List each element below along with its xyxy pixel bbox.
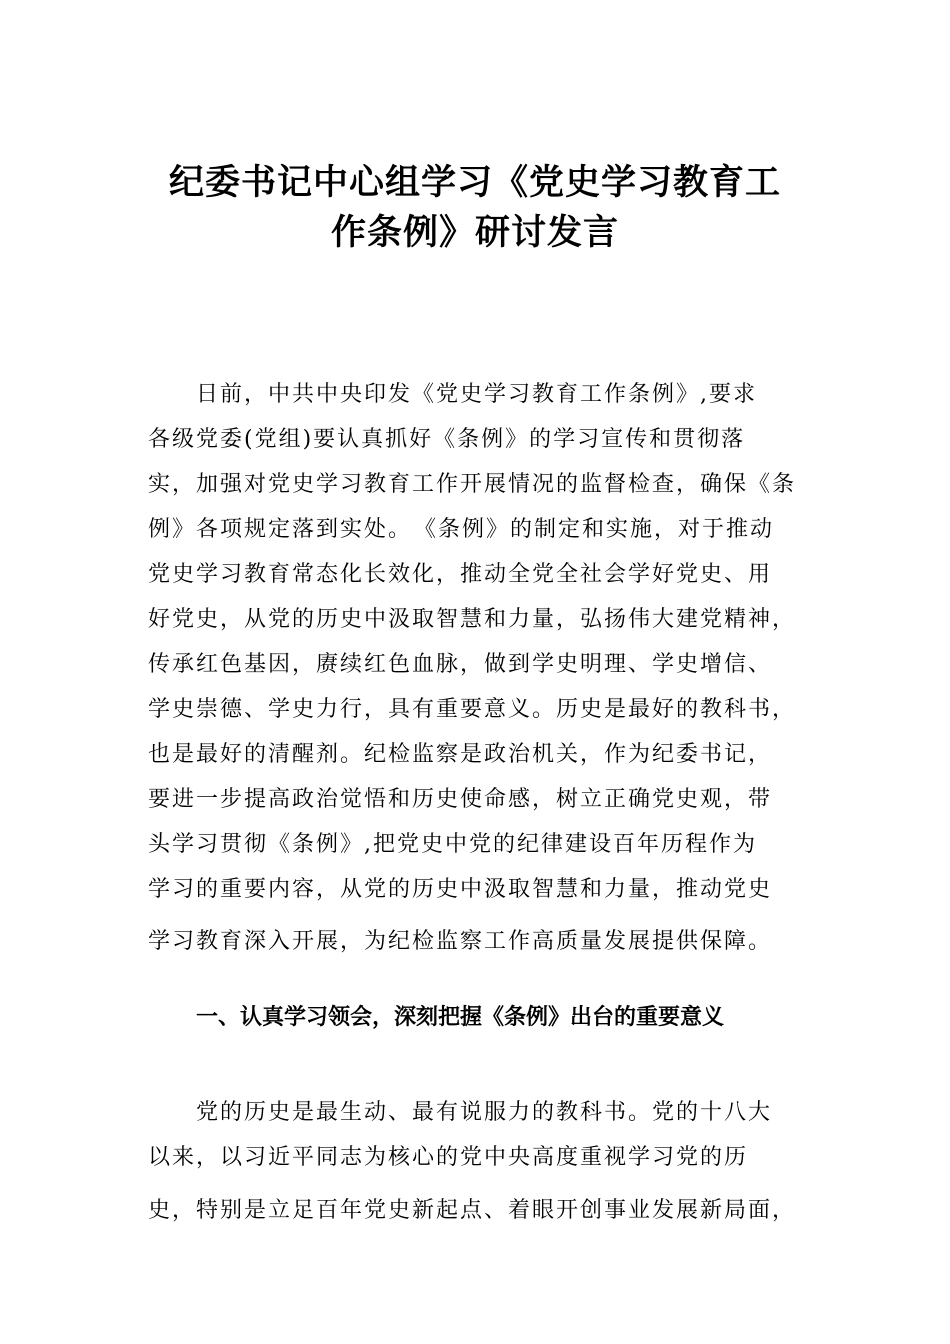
- text-line: 各级党委(党组)要认真抓好《条例》的学习宣传和贯彻落: [148, 427, 746, 452]
- document-title: [140, 158, 810, 258]
- text-line: 学习的重要内容，从党的历史中汲取智慧和力量，推动党史: [148, 877, 773, 902]
- text-line: 史，特别是立足百年党史新起点、着眼开创事业发展新局面，: [148, 1198, 797, 1223]
- text-line: 党史学习教育常态化长效化，推动全党全社会学好党史、用: [148, 562, 773, 587]
- text-line: 好党史，从党的历史中汲取智慧和力量，弘扬伟大建党精神，: [148, 607, 797, 632]
- text-line: 要进一步提高政治觉悟和历史使命感，树立正确党史观，带: [148, 787, 773, 812]
- text-line: 也是最好的清醒剂。纪检监察是政治机关，作为纪委书记，: [148, 742, 773, 767]
- section-heading: 一、认真学习领会，深刻把握《条例》出台的重要意义: [196, 1005, 725, 1030]
- section-paragraph: [148, 1090, 808, 1233]
- title-line: 纪委书记中心组学习《党史学习教育工: [168, 163, 781, 203]
- text-line: 头学习贯彻《条例》,把党史中党的纪律建设百年历程作为: [148, 832, 757, 857]
- text-line: 以来，以习近平同志为核心的党中央高度重视学习党的历: [148, 1145, 749, 1170]
- text-line: 例》各项规定落到实处。 《条例》的制定和实施，对于推动: [148, 517, 775, 542]
- text-line: 党的历史是最生动、最有说服力的教科书。党的十八大: [148, 1100, 773, 1125]
- title-line: 作条例》研讨发言: [330, 213, 619, 253]
- text-line: 传承红色基因，赓续红色血脉，做到学史明理、学史增信、: [148, 652, 773, 677]
- text-line: 学史崇德、学史力行，具有重要意义。历史是最好的教科书，: [148, 697, 797, 722]
- intro-paragraph: [148, 372, 808, 964]
- text-line: 日前，中共中央印发《党史学习教育工作条例》,要求: [148, 382, 757, 407]
- text-line: 学习教育深入开展，为纪检监察工作高质量发展提供保障。: [148, 929, 773, 954]
- text-line: 实，加强对党史学习教育工作开展情况的监督检查，确保《条: [148, 472, 797, 497]
